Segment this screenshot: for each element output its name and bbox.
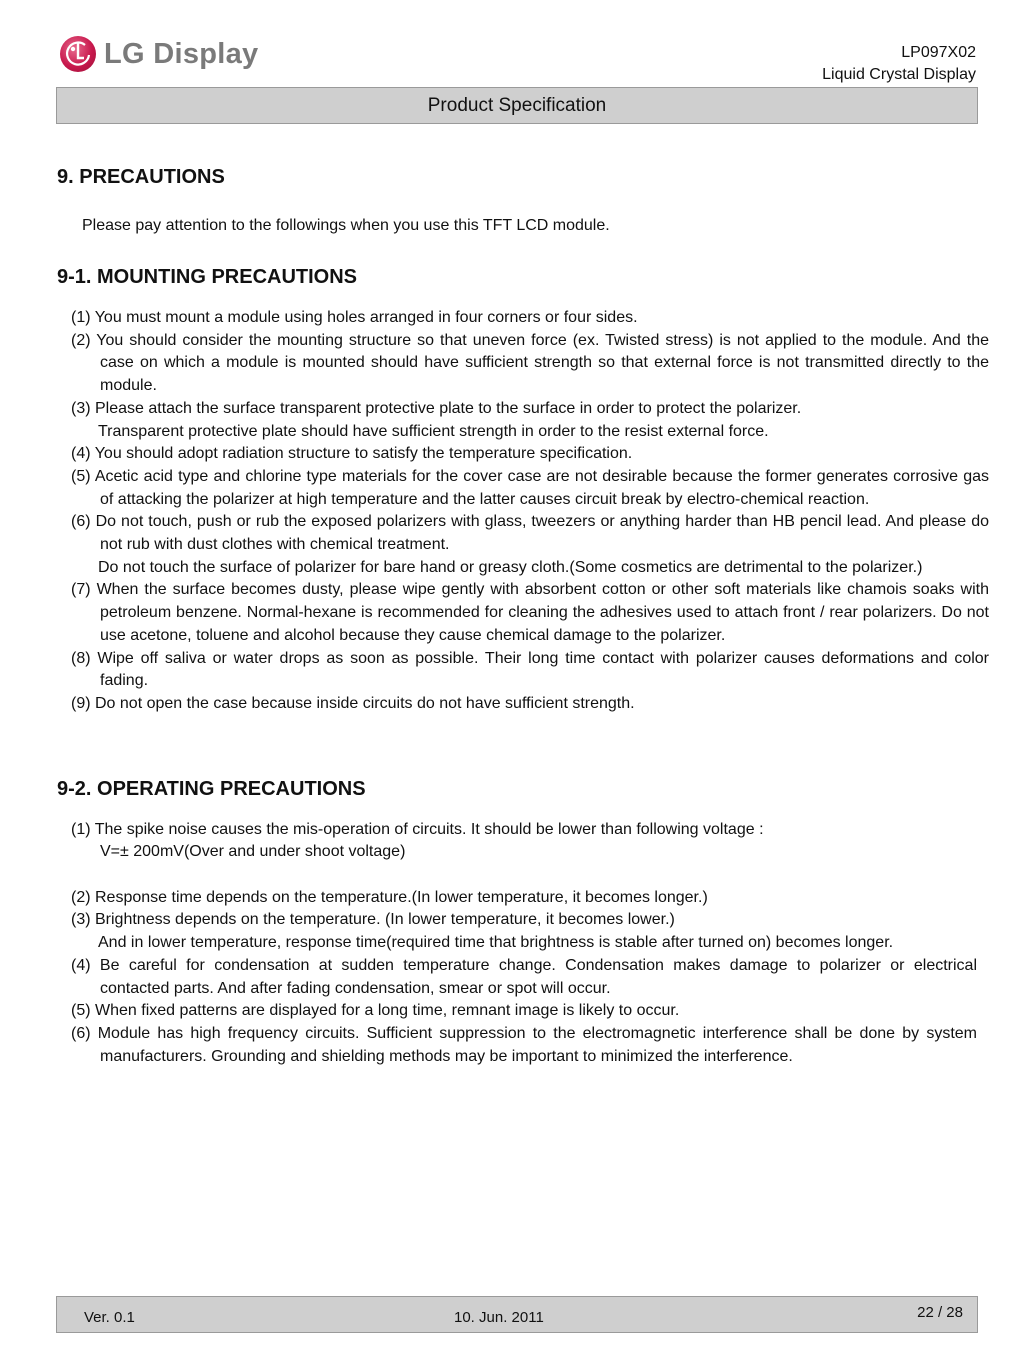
list-item: (9) Do not open the case because inside circuits do not have sufficient strength. (71, 694, 635, 712)
list-item: (7) When the surface becomes dusty, please wipe gently with absorbent cotton or other soft materials like chamois soaks with petroleum benzene. Normal-hexane is recommended for cleaning the adhesives used to attach front / rear polarizers. Do not use acetone, toluene and alcohol because they cause chemical damage to the polarizer. (71, 581, 989, 644)
list-spacer (57, 864, 989, 887)
list-item: (6) Do not touch, push or rub the exposed polarizers with glass, tweezers or anything harder than HB pencil lead. And please do not rub with dust clothes with chemical treatment. Do not touch the surface of polarizer for bare hand or greasy cloth.(Some cosmetics are detrimental to the polarizer.) (71, 513, 989, 576)
list-item: (2) You should consider the mounting structure so that uneven force (ex. Twisted stress) is not applied to the module. And the case on which a module is mounted should have sufficient strength so that external force is not transmitted directly to the module. (71, 331, 989, 395)
banner-text: Product Specification (427, 94, 607, 116)
list-item: (5) Acetic acid type and chlorine type materials for the cover case are not desirable because the former generates corrosive gas of attacking the polarizer at high temperature and the latter causes circuit break by electro-chemical reaction. (71, 467, 989, 508)
document-info (822, 42, 976, 86)
model-number: LP097X02 (901, 44, 976, 61)
product-specification-banner (56, 87, 978, 124)
page-footer (56, 1296, 978, 1333)
operating-precautions-list (57, 819, 989, 1069)
logo-text: LG Display (104, 37, 259, 70)
list-item: (1) You must mount a module using holes arranged in four corners or four sides. (71, 309, 638, 326)
intro-paragraph: Please pay attention to the followings when you use this TFT LCD module. (82, 217, 610, 234)
version-label: Ver. 0.1 (84, 1309, 135, 1326)
section-title-mounting: 9-1. MOUNTING PRECAUTIONS (57, 266, 358, 288)
list-item: (4) You should adopt radiation structure to satisfy the temperature specification. (71, 445, 633, 463)
section-title-operating: 9-2. OPERATING PRECAUTIONS (57, 777, 366, 800)
list-item: (2) Response time depends on the temperature.(In lower temperature, it becomes longer.) (71, 888, 708, 906)
list-item: (3) Please attach the surface transparent protective plate to the surface in order to protect the polarizer. Transparent protective plate should have sufficient strength in order to the resist external force. (71, 399, 802, 440)
date-label: 10. Jun. 2011 (454, 1309, 544, 1326)
list-item: (8) Wipe off saliva or water drops as soon as possible. Their long time contact with polarizer causes deformations and color fading. (71, 649, 989, 690)
lg-display-logo (60, 36, 259, 72)
lg-face-logo-icon (60, 36, 96, 72)
list-item: (1) The spike noise causes the mis-operation of circuits. It should be lower than following voltage : V=± 200mV(Over and under shoot voltage) (71, 820, 764, 861)
section-title-precautions: 9. PRECAUTIONS (57, 166, 225, 188)
mounting-precautions-list (57, 307, 989, 716)
list-item: (3) Brightness depends on the temperature. (In lower temperature, it becomes lower.) And in lower temperature, response time(required time that brightness is stable after turned on) becomes longer. (71, 911, 894, 952)
page-number: 22 / 28 (917, 1304, 963, 1321)
list-item: (6) Module has high frequency circuits. Sufficient suppression to the electromagnetic interference shall be done by system manufacturers. Grounding and shielding methods may be important to minimized the interference. (71, 1024, 977, 1065)
list-item: (4) Be careful for condensation at sudden temperature change. Condensation makes damage to polarizer or electrical contacted parts. And after fading condensation, smear or spot will occur. (71, 956, 977, 997)
page-content (57, 166, 989, 1068)
product-type: Liquid Crystal Display (822, 66, 976, 83)
list-item: (5) When fixed patterns are displayed for a long time, remnant image is likely to occur. (71, 1002, 680, 1020)
